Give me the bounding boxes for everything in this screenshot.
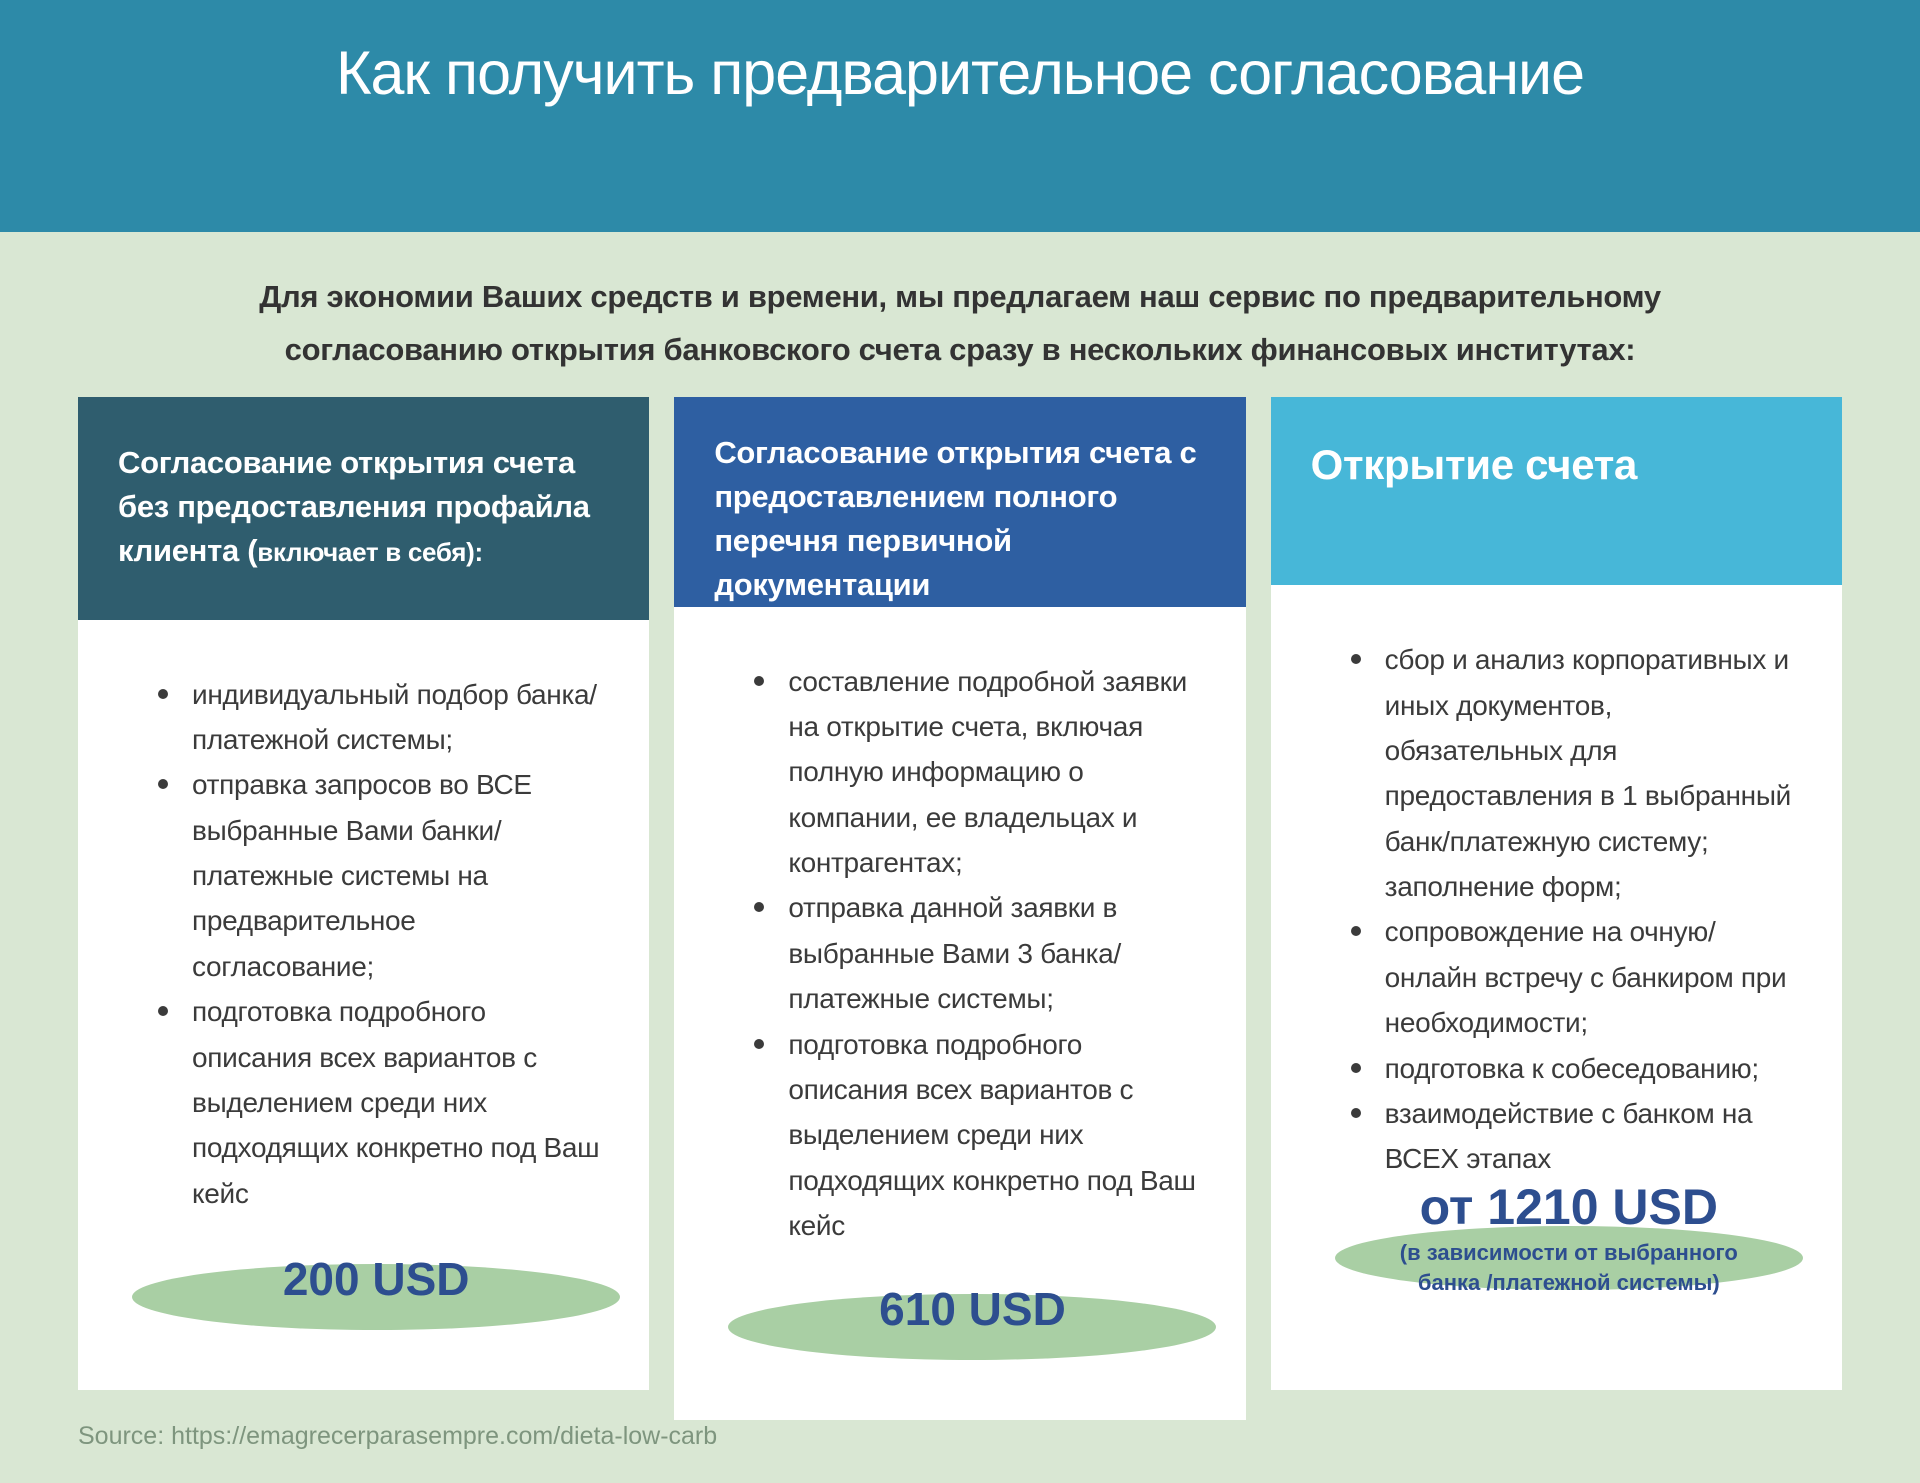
price-note: (в зависимости от выбранного банка /платежной системы) [1399, 1239, 1738, 1296]
list-item-text: сбор и анализ корпоративных и иных документов, обязательных для предоставления в 1 выбранный банк/платежную систему; заполнение форм; [1384, 644, 1792, 903]
list-item [1341, 637, 1797, 909]
price-zone [1341, 1178, 1797, 1354]
list-item-text: составление подробной заявки на открытие счета, включая полную информацию о компании, ее владельцах и контрагентах; [788, 665, 1187, 879]
bullet-icon [754, 676, 764, 686]
list-item [744, 1022, 1200, 1249]
bullet-icon [158, 689, 168, 699]
card-title: Согласование открытия счета без предоставления профайла клиента ( [118, 444, 590, 568]
card-header [1271, 397, 1842, 586]
card-account-opening [1271, 397, 1842, 1390]
bullet-icon [754, 902, 764, 912]
card-body [78, 620, 649, 1390]
source-line: Source: https://emagrecerparasempre.com/dieta-low-carb [78, 1422, 718, 1450]
bullet-icon [1351, 926, 1361, 936]
bullet-icon [754, 1039, 764, 1049]
card-preapproval-full-docs [674, 397, 1245, 1390]
card-header [674, 397, 1245, 607]
price-zone [148, 1218, 604, 1330]
price-label: 610 USD [879, 1283, 1066, 1336]
card-preapproval-no-profile [78, 397, 649, 1390]
intro-paragraph [70, 270, 1850, 377]
page-title: Как получить предварительное согласование [335, 39, 1585, 107]
header-band [0, 0, 1920, 232]
intro-line-2: согласованию открытия банковского счета сразу в нескольких финансовых институтах: [284, 332, 1636, 368]
card-body [1271, 585, 1842, 1389]
list-item-text: индивидуальный подбор банка/ платежной системы; [192, 678, 597, 755]
list-item [1341, 1091, 1797, 1182]
bullet-list [148, 672, 604, 1216]
list-item-text: сопровождение на очную/ онлайн встречу с банкиром при необходимости; [1384, 916, 1787, 1039]
card-title: Согласование открытия счета с предоставлением полного перечня первичной документации [714, 434, 1197, 602]
list-item [744, 885, 1200, 1021]
list-item-text: подготовка подробного описания всех вариантов с выделением среди них подходящих конкретно под Ваш кейс [788, 1028, 1196, 1241]
list-item [148, 989, 604, 1216]
list-item-text: отправка запросов во ВСЕ выбранные Вами банки/ платежные системы на предварительное согласование; [192, 769, 532, 982]
list-item-text: отправка данной заявки в выбранные Вами 3 банка/ платежные системы; [788, 892, 1121, 1015]
intro-line-1: Для экономии Ваших средств и времени, мы предлагаем наш сервис по предварительному [259, 279, 1661, 314]
bullet-icon [1351, 654, 1361, 664]
bullet-icon [158, 779, 168, 789]
list-item [148, 762, 604, 989]
price-label: 200 USD [282, 1252, 470, 1305]
card-header [78, 397, 649, 620]
bullet-icon [1351, 1108, 1361, 1118]
bullet-icon [158, 1006, 168, 1016]
bullet-list [744, 659, 1200, 1249]
list-item-text: взаимодействие с банком на ВСЕХ этапах [1384, 1097, 1753, 1175]
list-item [148, 672, 604, 763]
list-item [1341, 909, 1797, 1045]
pricing-columns [78, 397, 1842, 1390]
price-zone [744, 1248, 1200, 1360]
card-title: Открытие счета [1310, 440, 1638, 488]
card-body [674, 607, 1245, 1421]
list-item [1341, 1046, 1797, 1091]
price-label: от 1210 USD [1419, 1178, 1718, 1235]
list-item-text: подготовка подробного описания всех вариантов с выделением среди них подходящих конкретно под Ваш кейс [192, 996, 600, 1209]
bullet-icon [1351, 1063, 1361, 1073]
list-item [744, 659, 1200, 886]
list-item-text: подготовка к собеседованию; [1384, 1052, 1759, 1084]
bullet-list [1341, 637, 1797, 1181]
card-title-note: включает в себя): [257, 536, 483, 567]
